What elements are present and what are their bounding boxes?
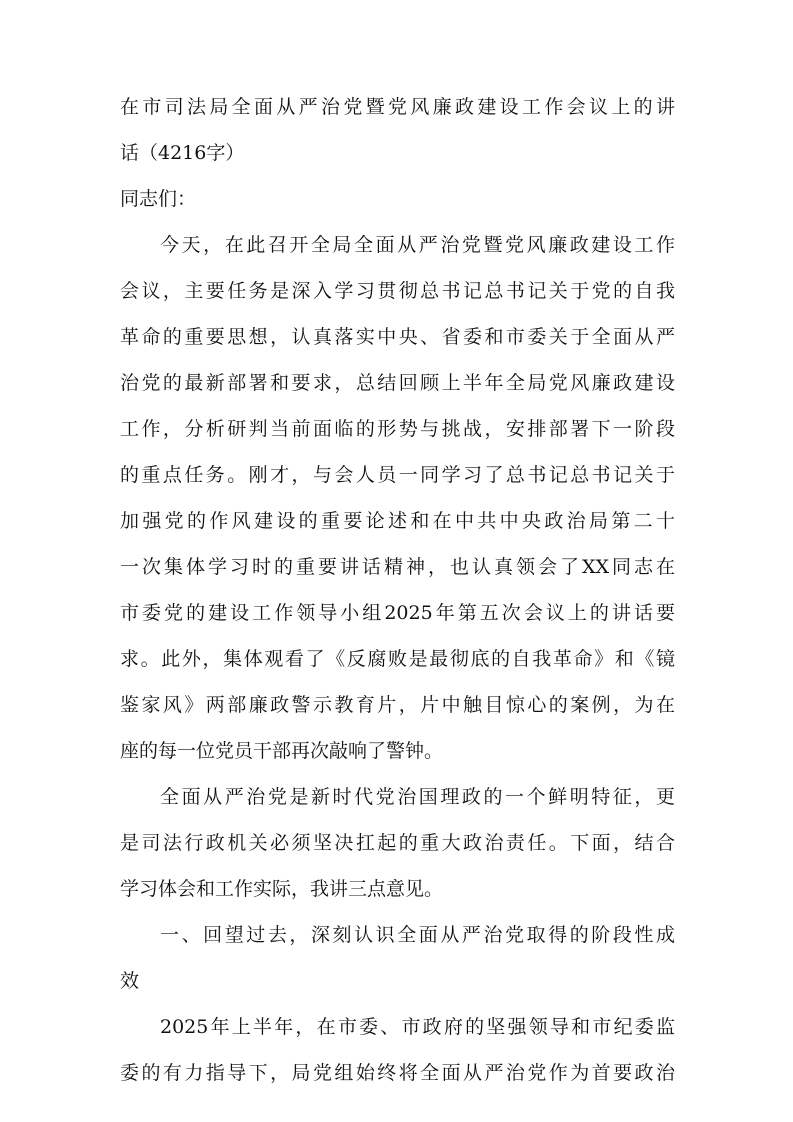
section-heading-line: 效: [120, 970, 140, 992]
paragraph-line: 求。此外，集体观看了《反腐败是最彻底的自我革命》和《镜: [120, 648, 675, 670]
section-heading-1: [120, 912, 675, 1004]
paragraph-line: 革命的重要思想，认真落实中央、省委和市委关于全面从严: [120, 326, 675, 348]
paragraph-line: 治党的最新部署和要求，总结回顾上半年全局党风廉政建设: [120, 372, 675, 394]
paragraph-line: 今天，在此召开全局全面从严治党暨党风廉政建设工作: [160, 234, 675, 256]
paragraph-line: 的重点任务。刚才，与会人员一同学习了总书记总书记关于: [120, 464, 675, 486]
paragraph-2: [120, 774, 675, 912]
paragraph-line: 2025年上半年，在市委、市政府的坚强领导和市纪委监: [160, 1016, 675, 1038]
paragraph-line: 加强党的作风建设的重要论述和在中共中央政治局第二十: [120, 510, 675, 532]
document-title-line-2: 话（4216字）: [120, 142, 245, 164]
section-heading-line: 一、回望过去，深刻认识全面从严治党取得的阶段性成: [160, 924, 675, 946]
paragraph-line: 市委党的建设工作领导小组2025年第五次会议上的讲话要: [120, 602, 675, 624]
paragraph-line: 一次集体学习时的重要讲话精神，也认真领会了XX同志在: [120, 556, 675, 578]
paragraph-line: 是司法行政机关必须坚决扛起的重大政治责任。下面，结合: [120, 832, 675, 854]
paragraph-1: [120, 222, 675, 774]
paragraph-line: 鉴家风》两部廉政警示教育片，片中触目惊心的案例，为在: [120, 694, 675, 716]
paragraph-line: 学习体会和工作实际，我讲三点意见。: [120, 878, 444, 900]
paragraph-line: 全面从严治党是新时代党治国理政的一个鲜明特征，更: [160, 786, 675, 808]
paragraph-line: 会议，主要任务是深入学习贯彻总书记总书记关于党的自我: [120, 280, 675, 302]
document-title-line-1: 在市司法局全面从严治党暨党风廉政建设工作会议上的讲: [120, 96, 675, 118]
paragraph-line: 委的有力指导下，局党组始终将全面从严治党作为首要政治: [120, 1062, 675, 1084]
document-page: [120, 84, 675, 1096]
paragraph-3: [120, 1004, 675, 1096]
salutation: 同志们：: [120, 188, 197, 210]
paragraph-line: 工作，分析研判当前面临的形势与挑战，安排部署下一阶段: [120, 418, 675, 440]
paragraph-line: 座的每一位党员干部再次敲响了警钟。: [120, 740, 444, 762]
